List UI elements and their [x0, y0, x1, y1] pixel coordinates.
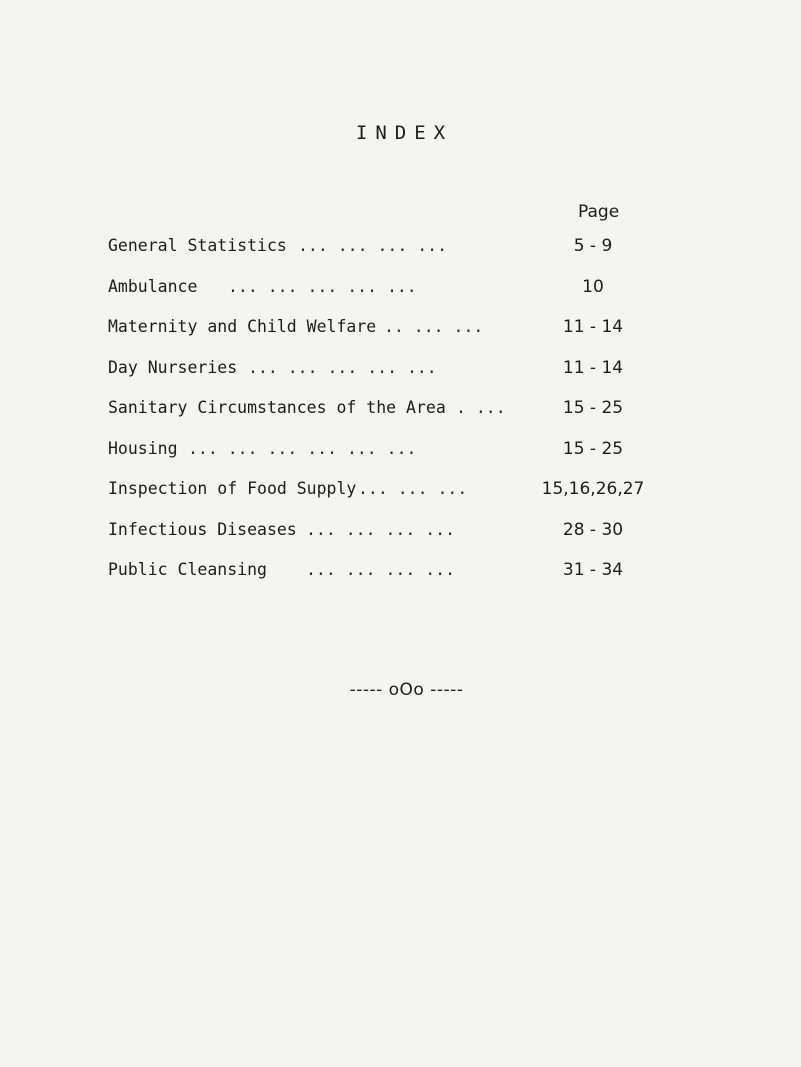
index-entry-infectious-diseases [108, 520, 668, 561]
entry-page: 15 - 25 [562, 438, 624, 459]
entry-leader-dots: ... ... ... ... [306, 560, 456, 579]
entry-leader-dots: ... ... ... ... [306, 519, 456, 539]
entry-page: 10 [582, 276, 604, 297]
entry-page: 11 - 14 [562, 317, 624, 337]
entry-leader-dots: ... ... ... ... [298, 236, 448, 255]
index-entry-public-cleansing [108, 560, 668, 601]
entry-page: 31 - 34 [562, 560, 624, 580]
entry-label: Public Cleansing [108, 560, 267, 579]
entry-page: 28 - 30 [562, 519, 624, 540]
entry-leader-dots: ... ... ... [358, 479, 468, 498]
index-title: INDEX [355, 122, 454, 144]
entry-label: Inspection of Food Supply [108, 479, 357, 498]
entry-label: Sanitary Circumstances of the Area [108, 398, 446, 417]
entry-label: Housing [108, 438, 178, 458]
page-column-header: Page [578, 202, 620, 222]
entry-label: Maternity and Child Welfare [108, 317, 377, 336]
entry-label: General Statistics [108, 236, 287, 255]
entry-leader-dots: ... ... ... ... ... [228, 276, 417, 296]
index-entry-sanitary [108, 398, 668, 439]
entry-leader-dots: .. ... ... [384, 317, 484, 336]
index-entry-housing [108, 439, 668, 480]
entry-label: Day Nurseries [108, 357, 238, 377]
entry-page: 5 - 9 [573, 236, 613, 256]
entry-leader-dots: ... ... ... ... ... [248, 357, 437, 377]
index-entry-food-supply [108, 479, 668, 520]
entry-page: 11 - 14 [562, 357, 624, 378]
index-entry-general-statistics [108, 236, 668, 277]
end-mark: ----- oOo ----- [349, 680, 464, 700]
index-entry-day-nurseries [108, 358, 668, 399]
entry-leader-dots: . ... [456, 398, 506, 417]
index-entry-ambulance [108, 277, 668, 318]
entry-page: 15 - 25 [562, 398, 624, 418]
entry-label: Ambulance [108, 276, 198, 296]
index-entries [108, 236, 668, 601]
entry-label: Infectious Diseases [108, 519, 297, 539]
entry-page: 15,16,26,27 [541, 479, 645, 499]
entry-leader-dots: ... ... ... ... ... ... [188, 438, 417, 458]
index-entry-maternity [108, 317, 668, 358]
